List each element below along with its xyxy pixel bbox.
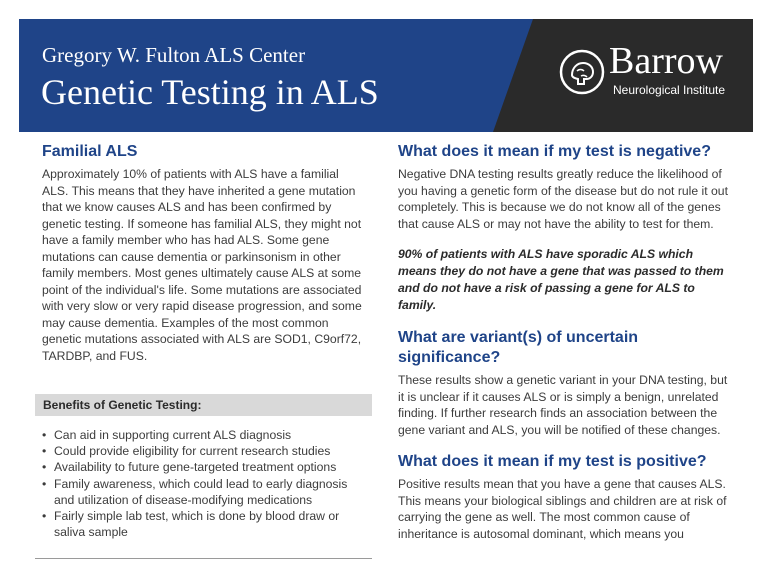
page-title: Genetic Testing in ALS <box>41 72 379 112</box>
right-column <box>398 142 733 542</box>
center-name: Gregory W. Fulton ALS Center <box>42 43 306 67</box>
familial-body: Approximately 10% of patients with ALS have a familial ALS. This means that they have inherited a gene mutation that we know causes ALS and has been confirmed by genetic testing. If someone has familial ALS, they might not have a family member who has had ALS. Some gene mutations can cause dementia or parkinsonism in other family members. Most genes ultimately cause ALS at some point of the individual's life. Some mutations are associated with very slow or very rapid disease progression, and some may cause dementia. Examples of the most common genetic mutations associated with ALS are SOD1, C9orf72, TARDBP, and FUS. <box>42 167 362 363</box>
variants-body: These results show a genetic variant in your DNA testing, but it is unclear if it causes ALS or is simply a benign, unrelated finding. If further research finds an association between the gene variant and ALS, you will be notified of these changes. <box>398 373 728 437</box>
list-item <box>42 443 367 459</box>
list-item <box>42 427 367 443</box>
barrow-logo <box>559 40 737 111</box>
bullet-icon: • <box>42 460 47 475</box>
familial-heading: Familial ALS <box>42 143 138 160</box>
positive-section <box>398 452 733 542</box>
positive-body: Positive results mean that you have a gene that causes ALS. This means your biological siblings and children are at risk of carrying the gene as well. The most common cause of inheritance is autosomal dominant, which means you <box>398 477 727 541</box>
list-item <box>42 459 367 475</box>
negative-heading: What does it mean if my test is negative? <box>398 143 711 160</box>
bullet-icon: • <box>42 444 47 459</box>
sporadic-callout: 90% of patients with ALS have sporadic ALS which means they do not have a gene that was passed to them and do not have a risk of passing a gene for ALS to family. <box>398 247 724 312</box>
variants-heading: What are variant(s) of uncertain significance? <box>398 329 639 366</box>
logo-name: Barrow <box>609 40 723 82</box>
benefit-text: Availability to future gene-targeted treatment options <box>54 460 337 475</box>
benefits-title: Benefits of Genetic Testing: <box>43 398 202 412</box>
bullet-icon: • <box>42 509 47 524</box>
bullet-icon: • <box>42 428 47 442</box>
left-column <box>42 142 362 364</box>
page-header <box>19 19 753 132</box>
bullet-icon: • <box>42 476 47 491</box>
list-item <box>42 476 367 508</box>
benefit-text: Fairly simple lab test, which is done by blood draw or saliva sample <box>54 509 340 540</box>
brain-icon <box>559 49 605 95</box>
bottom-divider <box>35 558 372 559</box>
benefit-text: Can aid in supporting current ALS diagnosis <box>54 428 292 442</box>
positive-heading: What does it mean if my test is positive? <box>398 453 707 470</box>
benefit-text: Could provide eligibility for current research studies <box>54 444 331 459</box>
logo-subtitle: Neurological Institute <box>613 83 726 97</box>
list-item <box>42 508 367 540</box>
negative-body: Negative DNA testing results greatly reduce the likelihood of you having a genetic form of the disease but do not rule it out completely. This is because we do not know all of the genes that cause ALS or may not have the ability to test for them. <box>398 167 728 231</box>
variants-section <box>398 328 733 438</box>
benefit-text: Family awareness, which could lead to early diagnosis and utilization of disease-modifying medications <box>54 476 348 507</box>
benefits-list <box>42 427 367 540</box>
benefits-header-bar <box>35 394 372 416</box>
